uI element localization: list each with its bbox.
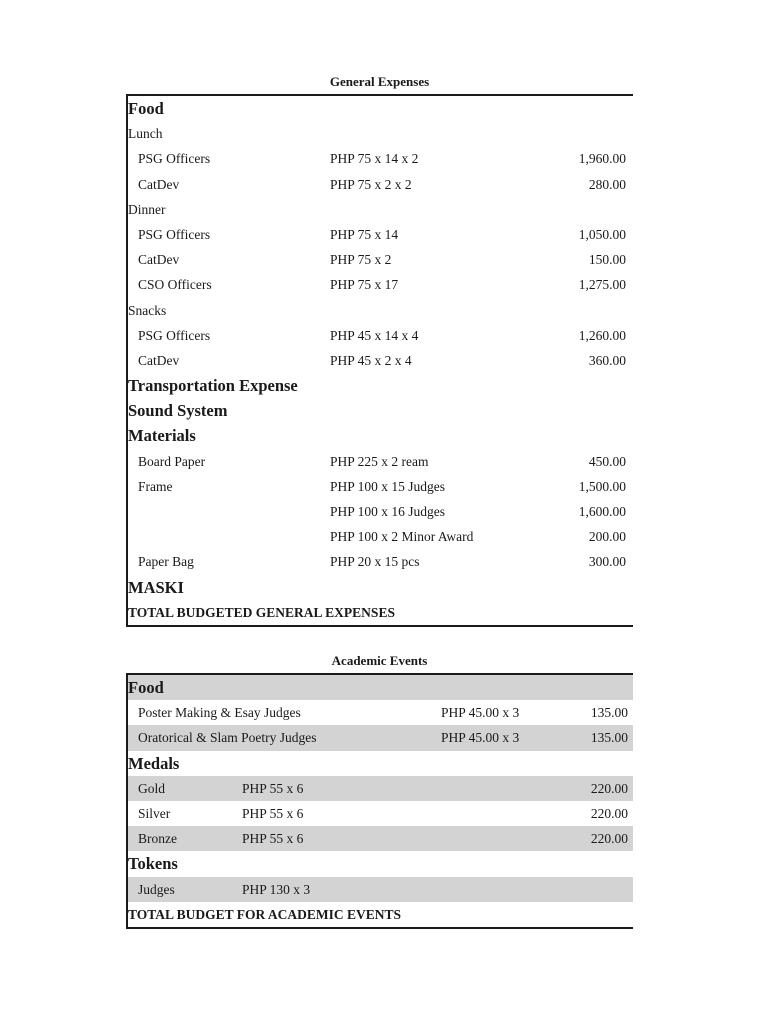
item-calculation: PHP 75 x 14	[330, 226, 399, 242]
general-heading-row	[128, 575, 633, 600]
item-amount: 360.00	[588, 352, 626, 368]
general-total-row	[128, 600, 633, 625]
item-calculation: PHP 75 x 14 x 2	[330, 151, 419, 167]
item-amount: 1,960.00	[578, 151, 626, 167]
sub-label: Snacks	[128, 302, 167, 318]
item-calculation: PHP 100 x 16 Judges	[330, 504, 446, 519]
item-calculation: PHP 55 x 6	[242, 831, 304, 847]
item-label: CatDev	[138, 352, 180, 368]
item-amount: 220.00	[590, 831, 628, 847]
item-amount: 1,500.00	[578, 478, 626, 494]
heading-label: Materials	[128, 426, 196, 446]
heading-label: Sound System	[128, 401, 228, 421]
general-sub-row	[128, 298, 633, 323]
general-item-row	[128, 499, 633, 524]
general-item-row	[128, 474, 633, 499]
item-label: Judges	[138, 881, 175, 897]
item-amount: 450.00	[588, 453, 626, 469]
item-label: Frame	[138, 478, 173, 494]
academic-heading-row	[128, 675, 633, 700]
item-label: Board Paper	[138, 453, 206, 469]
general-item-row	[128, 348, 633, 373]
item-amount: 1,275.00	[578, 277, 626, 293]
item-label: Silver	[138, 805, 171, 821]
general-item-row	[128, 524, 633, 549]
item-label: Bronze	[138, 831, 177, 847]
item-amount: 150.00	[588, 252, 626, 268]
general-sub-row	[128, 197, 633, 222]
academic-events-title: Academic Events	[331, 653, 428, 668]
item-label: PSG Officers	[138, 327, 211, 343]
general-expenses-title: General Expenses	[329, 74, 430, 89]
general-heading-row	[128, 373, 633, 398]
academic-item-row	[128, 725, 633, 750]
academic-heading-row	[128, 851, 633, 876]
general-sub-row	[128, 121, 633, 146]
academic-heading-row	[128, 751, 633, 776]
item-calculation: PHP 100 x 15 Judges	[330, 478, 446, 494]
general-item-row	[128, 449, 633, 474]
heading-label: Transportation Expense	[128, 376, 298, 396]
heading-label: MASKI	[128, 577, 184, 597]
item-calculation: PHP 100 x 2 Minor Award	[330, 529, 474, 545]
academic-events-table	[126, 673, 633, 929]
item-amount: 1,050.00	[578, 226, 626, 242]
general-expenses-table	[126, 94, 633, 627]
academic-item-row	[128, 700, 633, 725]
total-label: TOTAL BUDGETED GENERAL EXPENSES	[128, 604, 395, 620]
item-calculation: PHP 45.00 x 3	[441, 730, 520, 746]
heading-label: Food	[128, 99, 164, 118]
item-label: CatDev	[138, 252, 180, 268]
general-item-row	[128, 323, 633, 348]
item-label: PSG Officers	[138, 226, 211, 242]
item-calculation: PHP 55 x 6	[242, 780, 304, 796]
item-amount: 200.00	[588, 529, 626, 545]
heading-label: Tokens	[128, 854, 178, 874]
item-calculation: PHP 225 x 2 ream	[330, 453, 429, 469]
item-amount: 1,600.00	[578, 504, 626, 519]
academic-item-row	[128, 877, 633, 902]
item-amount: 280.00	[588, 176, 626, 192]
general-item-row	[128, 222, 633, 247]
academic-item-row	[128, 801, 633, 826]
general-item-row	[128, 247, 633, 272]
item-label: Paper Bag	[138, 554, 194, 570]
general-item-row	[128, 146, 633, 171]
item-amount: 135.00	[590, 730, 628, 746]
total-label: TOTAL BUDGET FOR ACADEMIC EVENTS	[128, 906, 402, 922]
item-calculation: PHP 20 x 15 pcs	[330, 554, 420, 570]
item-calculation: PHP 45 x 2 x 4	[330, 352, 412, 368]
general-heading-row	[128, 423, 633, 448]
item-calculation: PHP 45 x 14 x 4	[330, 327, 419, 343]
item-amount: 1,260.00	[578, 327, 626, 343]
heading-label: Medals	[128, 753, 180, 773]
sub-label: Dinner	[128, 201, 166, 217]
general-heading-row	[128, 398, 633, 423]
item-label: CatDev	[138, 176, 180, 192]
general-heading-row	[128, 96, 633, 121]
item-calculation: PHP 45.00 x 3	[441, 705, 520, 721]
item-label: PSG Officers	[138, 151, 211, 167]
academic-item-row	[128, 826, 633, 851]
academic-total-row	[128, 902, 633, 927]
item-label: Oratorical & Slam Poetry Judges	[138, 730, 317, 746]
general-item-row	[128, 172, 633, 197]
heading-label: Food	[128, 678, 164, 697]
sub-label: Lunch	[128, 126, 163, 142]
item-calculation: PHP 75 x 2	[330, 252, 392, 268]
item-calculation: PHP 130 x 3	[242, 881, 311, 897]
item-label: CSO Officers	[138, 277, 212, 293]
item-amount: 220.00	[590, 780, 628, 796]
item-amount: 135.00	[590, 705, 628, 721]
item-calculation: PHP 75 x 2 x 2	[330, 176, 412, 192]
academic-item-row	[128, 776, 633, 801]
item-amount: 220.00	[590, 805, 628, 821]
general-item-row	[128, 549, 633, 574]
general-item-row	[128, 272, 633, 297]
item-amount: 300.00	[588, 554, 626, 570]
item-label: Gold	[138, 780, 165, 796]
item-label: Poster Making & Esay Judges	[138, 705, 301, 721]
item-calculation: PHP 55 x 6	[242, 805, 304, 821]
item-calculation: PHP 75 x 17	[330, 277, 399, 293]
